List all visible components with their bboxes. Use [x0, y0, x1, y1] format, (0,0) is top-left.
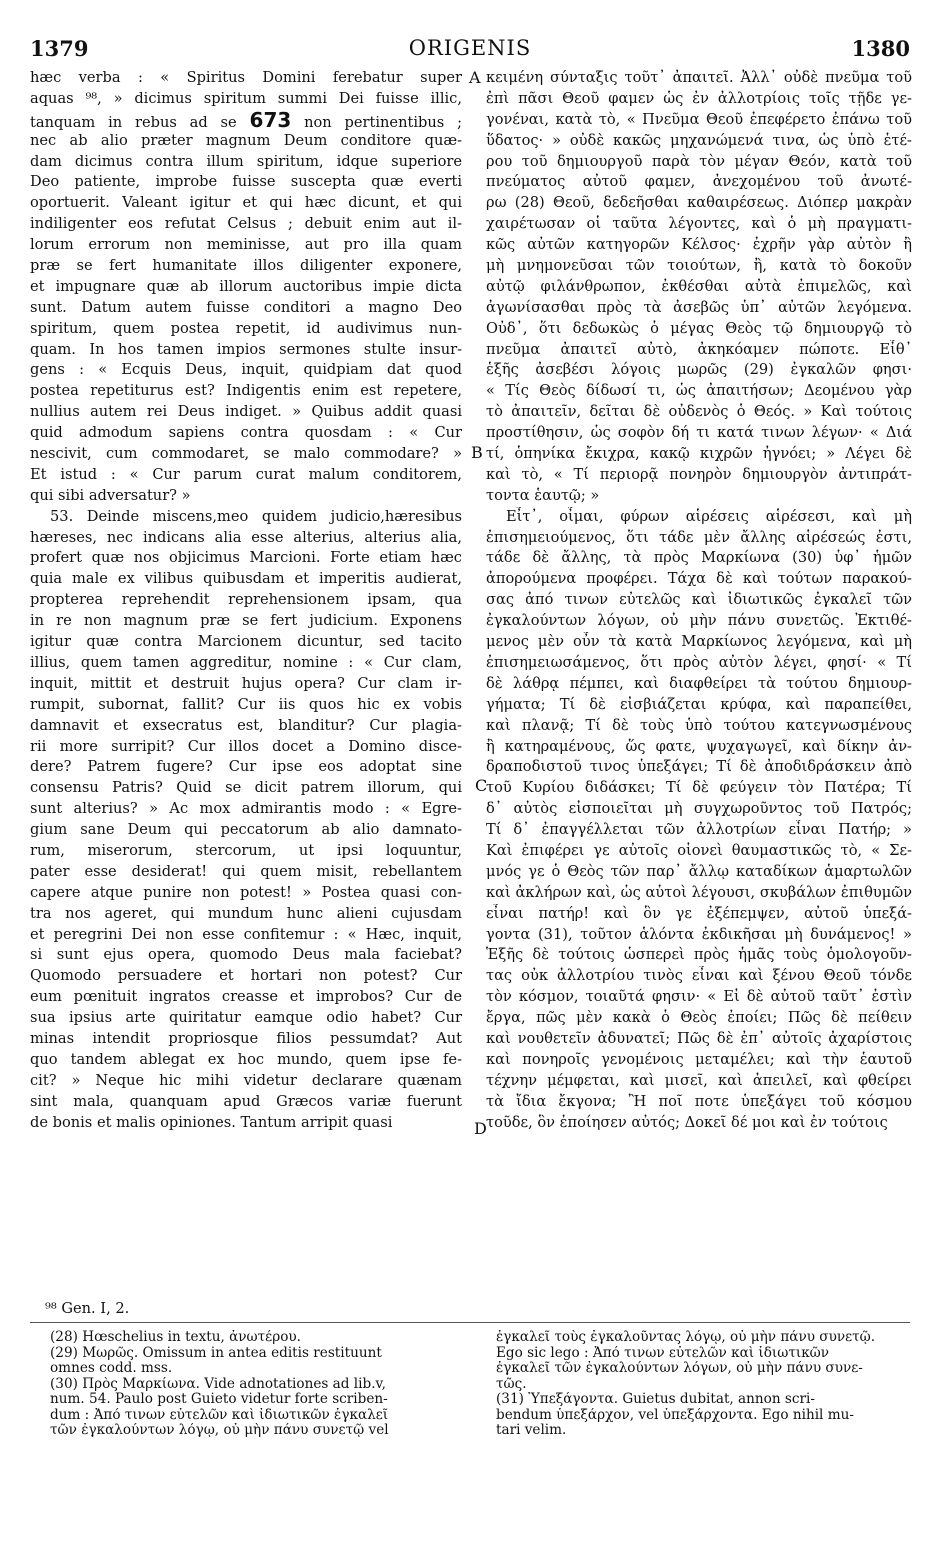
text-line: qui sibi adversatur? » — [30, 486, 191, 504]
text-line: τάδε δὲ ἄλλης, τὰ πρὸς Μαρκίωνα (30) ὑφ᾽ ἡμῶν — [486, 549, 912, 567]
footnote-line: Ego sic lego : Ἀπό τινων εὐτελῶν καὶ ἰδιωτικῶν — [496, 1345, 830, 1361]
text-line: quid admodum sapiens contra quosdam : « Cur — [30, 424, 462, 442]
text-line: γήματα; Τί δὲ εἰσβιάζεται κρύφα, καὶ παραπείθει, — [486, 695, 912, 713]
text-line: Et istud : « Cur parum curat malum conditorem, — [30, 465, 462, 483]
text-line: et peregrini Dei non esse confitemur : « Hæc, inquit, — [30, 925, 462, 943]
text-line: γοντα (31), τοῦτον ἁλόντα ἐκδικῆσαι μὴ δυνάμενος! » — [486, 925, 912, 943]
text-line: τοντα ἑαυτῷ; » — [486, 486, 600, 504]
text-line: minas intendit propriosque filios pessumdat? Aut — [30, 1029, 462, 1047]
footnote-line: (30) Πρὸς Μαρκίωνα. Vide adnotationes ad lib.v, — [50, 1376, 386, 1392]
page-number-left: 1379 — [30, 36, 89, 61]
text-line: postea repetiturus est? Indigentis enim est repetere, — [30, 382, 462, 400]
text-line: consensu Patris? Quid se dicit patrem illorum, qui — [30, 779, 462, 797]
text-line: cit? » Neque hic mihi videtur declarare quænam — [30, 1071, 462, 1089]
text-line: rii more surripit? Cur illos docet a Domino disce- — [30, 737, 462, 755]
text-line: γονέναι, κατὰ τὸ, « Πνεῦμα Θεοῦ ἐπεφέρετο ἐπάνω τοῦ — [486, 110, 912, 128]
text-line: propterea reprehendit reprehensionem ipsam, qua — [30, 591, 462, 609]
text-line: χαιρέτωσαν οἱ ταῦτα λέγοντες, καὶ ὁ μὴ πραγματι- — [486, 215, 912, 233]
text-line: τί, ὁπηνίκα ἔκιχρα, κακῷ κιχρῶν ἠγνόει; » Λέγει δὲ — [486, 445, 912, 463]
text-line: tra nos ageret, qui mundum hunc alieni cujusdam — [30, 904, 462, 922]
footnote-line: τῶν ἐγκαλούντων λόγῳ, οὐ μὴν πάνυ συνετῷ vel — [50, 1423, 389, 1438]
text-line: τὰ ἴδια ἔκγονα; Ἢ ποῖ ποτε ὑπεξάγει τοῦ κόσμου — [486, 1092, 912, 1110]
text-line: εἶναι πατήρ! καὶ ὃν γε ἐξέπεμψεν, αὐτοῦ ὑπεξά- — [486, 904, 912, 922]
text-line: sua ipsius arte quiritatur eamque odio habet? Cur — [30, 1009, 462, 1027]
page-header — [30, 30, 910, 70]
section-marker: B — [471, 443, 483, 462]
text-line: quo tandem ablegat ex hoc mundo, quem ipse fe- — [30, 1050, 462, 1068]
text-line: μνός γε ὁ Θεὸς τῶν παρ᾽ ἄλλῳ καταδίκων ἁμαρτωλῶν — [486, 862, 912, 880]
text-line: « Τίς Θεὸς δίδωσί τι, ὡς ἀπαιτήσων; Δεομένου γὰρ — [486, 382, 912, 400]
text-line: tanquam in rebus ad se 673 non pertinentibus ; — [30, 109, 462, 131]
notes-right-column — [496, 1330, 912, 1439]
section-marker: D — [474, 1119, 487, 1138]
running-title: ORIGENIS — [408, 36, 532, 60]
footnote-line: (28) Hœschelius in textu, ἀνωτέρου. — [50, 1330, 301, 1345]
footnote-line: (29) Μωρῶς. Omissum in antea editis restituunt — [50, 1345, 382, 1361]
footnote-line: tari velim. — [496, 1423, 567, 1438]
text-line: προστίθησιν, ὡς σοφὸν δή τι κατά τινων λέγων· « Διά — [486, 424, 912, 442]
text-line: capere atque punire non potest! » Postea quasi con- — [30, 883, 462, 901]
text-line: sunt. Datum autem fuisse conditori a magno Deo — [30, 298, 462, 316]
text-line: gens : « Ecquis Deus, inquit, quidpiam dat quod — [30, 361, 462, 379]
text-line: τοῦ Κυρίου διδάσκει; Τί δὲ φεύγειν τὸν Πατέρα; Τί — [486, 779, 912, 797]
latin-column — [30, 68, 462, 1133]
text-line: σας ἀπό τινων εὐτελῶς καὶ ἰδιωτικῶς ἐγκαλεῖ τῶν — [486, 591, 912, 609]
text-line: πνεύματος αὐτοῦ φαμεν, ἀνεχομένου τοῦ ἀνωτέ- — [486, 173, 912, 191]
text-line: ἐπισημειούμενος, ὅτι τάδε μὲν ἄλλης αἱρέσεώς ἐστι, — [486, 528, 912, 546]
footnote-line: ἐγκαλεῖ τοὺς ἐγκαλοῦντας λόγῳ, οὐ μὴν πάνυ συνετῷ. — [496, 1330, 876, 1345]
text-line: hæreses, nec indicans alia esse alterius, alterius alia, — [30, 528, 462, 546]
text-line: quia male ex vilibus quibusdam et imperitis audierat, — [30, 570, 462, 588]
footnote-line: bendum ὑπεξάρχον, vel ὑπεξάρχοντα. Ego nihil mu- — [496, 1407, 854, 1423]
text-line: hæc verba : « Spiritus Domini ferebatur super — [30, 69, 462, 86]
text-line: δραποδιστοῦ τινος ὑπεξάγει; Τί δὲ ἀποδιδράσκειν ἀπὸ — [486, 758, 912, 776]
text-line: ἢ κατηραμένους, ὥς φατε, ψυχαγωγεῖ, καὶ δίκην ἀν- — [486, 737, 912, 755]
text-line: Εἶτ᾽, οἶμαι, φύρων αἱρέσεις αἱρέσεσι, καὶ μὴ — [506, 507, 912, 525]
text-line: κῶς αὐτῶν κατηγορῶν Κέλσος· ἐχρῆν γὰρ αὐτὸν ἢ — [486, 236, 912, 254]
notes-left-column — [50, 1330, 470, 1439]
text-line: dere? Patrem fugere? Cur ipse eos adoptat sine — [30, 758, 462, 776]
text-line: sunt alterius? » Ac mox admirantis modo : « Egre- — [30, 800, 462, 818]
text-line: profert quæ nos objicimus Marcioni. Forte etiam hæc — [30, 549, 462, 567]
text-line: ὕδατος· » οὐδὲ κακῶς μηχανώμενά τινα, ὡς ὑπὸ ἑτέ- — [486, 131, 912, 149]
text-line: illius, quem tamen aggreditur, nomine : « Cur clam, — [30, 653, 462, 671]
text-line: ἐπὶ πᾶσι Θεοῦ φαμεν ὡς ἐν ἀλλοτρίοις τοῖς τῇδε γε- — [486, 89, 912, 107]
text-line: καὶ ἀκλήρων καὶ, ὡς αὐτοὶ λέγουσι, σκυβάλων ἐπιθυμῶν — [486, 883, 912, 901]
text-line: lorum errorum non meminisse, aut pro illa quam — [30, 236, 462, 254]
text-line: ρω (28) Θεοῦ, δεδεῆσθαι καθαιρέσεως. Διόπερ μακρὰν — [486, 194, 912, 212]
text-line: inquit, mittit et destruit hujus opera? Cur clam ir- — [30, 674, 462, 692]
text-line: si sunt ejus opera, quomodo Deus mala faciebat? — [30, 946, 462, 964]
text-line: αὐτῷ φιλάνθρωπον, ἐκθέσθαι αὐτὰ ἐπιμελῶς, καὶ — [486, 277, 912, 295]
text-line: præ se fert humanitate illos diligenter exponere, — [30, 257, 462, 275]
footnote-line: (31) Ὑπεξάγοντα. Guietus dubitat, annon scri- — [496, 1392, 815, 1407]
footnote-line: τῶς. — [496, 1376, 527, 1392]
column-number: 673 — [249, 109, 292, 131]
text-line: ἀπορούμενα προφέρει. Τάχα δὲ καὶ τούτων παρακού- — [486, 570, 912, 588]
text-line: τοῦδε, ὃν ἐποίησεν αὐτός; Δοκεῖ δέ μοι καὶ ἐν τούτοις — [486, 1113, 888, 1131]
text-line: Deo patiente, improbe fuisse suscepta quæ everti — [30, 173, 462, 191]
text-line: ἑξῆς ἀσεβέσι λόγοις μωρῶς (29) ἐγκαλῶν φησι· — [486, 361, 912, 379]
text-line: δὲ λάθρᾳ πέμπει, καὶ διαφθείρει τὰ τούτου δημιουρ- — [486, 674, 912, 692]
text-line: pater esse desiderat! qui quem misit, rebellantem — [30, 862, 462, 880]
text-line: nescivit, cum commodaret, se malo commodare? » — [30, 445, 462, 463]
text-line: damnavit et exsecratus est, blanditur? Cur plagia- — [30, 716, 462, 734]
text-line: μενος μὲν οὖν τὰ κατὰ Μαρκίωνος λεγόμενα, καὶ μὴ — [486, 633, 912, 651]
text-line: nullius autem rei Deus indiget. » Quibus addit quasi — [30, 403, 462, 421]
text-line: in re non magnum præ se fert judicium. Exponens — [30, 612, 462, 630]
greek-column — [486, 68, 912, 1133]
text-line: πνεῦμα ἀπαιτεῖ αὐτὸ, ἀκηκόαμεν πώποτε. Εἶθ᾽ — [486, 340, 912, 358]
footnote-line: ἐγκαλεῖ τῶν ἐγκαλούντων λόγων, οὐ μὴν πάνυ συνε- — [496, 1361, 863, 1376]
page-number-right: 1380 — [851, 36, 910, 61]
text-line: Τί δ᾽ ἐπαγγέλλεται τῶν ἀλλοτρίων εἶναι Πατήρ; » — [486, 821, 912, 839]
text-line: ἀγωνίσασθαι πρὸς τὰ ἀσεβῶς ὑπ᾽ αὐτῶν λεγόμενα. — [486, 298, 912, 316]
section-marker: C — [475, 776, 488, 795]
text-line: aquas ⁹⁸, » dicimus spiritum summi Dei fuisse illic, — [30, 89, 462, 107]
text-line: igitur quæ contra Marcionem dicuntur, sed tacito — [30, 633, 462, 651]
text-line: τὸ ἀπαιτεῖν, δεῖται δὲ οὐδενὸς ὁ Θεός. » Καὶ τούτοις — [486, 403, 912, 421]
scripture-footnote: ⁹⁸ Gen. I, 2. — [45, 1300, 130, 1317]
section-marker: A — [469, 68, 481, 87]
footnote-line: omnes codd. mss. — [50, 1361, 173, 1376]
text-line: δ᾽ αὐτὸς εἰσποιεῖται μὴ συγχωροῦντος τοῦ Πατρός; — [486, 800, 912, 818]
footnote-line: dum : Ἀπό τινων εὐτελῶν καὶ ἰδιωτικῶν ἐγκαλεῖ — [50, 1407, 389, 1423]
text-line: ἐγκαλούντων λόγων, οὐ μὴν πάνυ συνετῶς. Ἐκτιθέ- — [486, 612, 912, 630]
footnote-separator — [30, 1322, 910, 1323]
text-line: καὶ νουθετεῖν ἀδυνατεῖ; Πῶς δὲ ἐπ᾽ αὐτοῖς ἀχαρίστοις — [486, 1029, 912, 1047]
text-line: Ἑξῆς δὲ τούτοις ὡσπερεὶ πρὸς ἡμᾶς τοὺς ὁμολογοῦν- — [486, 946, 912, 964]
text-line: oportuerit. Valeant igitur et qui hæc dicunt, et qui — [30, 194, 462, 212]
text-line: τέχνην μέμφεται, καὶ μισεῖ, καὶ ἀπειλεῖ, καὶ φθείρει — [486, 1071, 912, 1089]
text-line: μὴ μνημονεῦσαι τῶν τοιούτων, ἢ, κατὰ τὸ δοκοῦν — [486, 257, 912, 275]
text-line: Quomodo persuadere et hortari non potest? Cur — [30, 967, 462, 985]
text-line: indiligenter eos refutat Celsus ; debuit enim aut il- — [30, 215, 462, 233]
text-line: καὶ τὸ, « Τί περιορᾷ πονηρὸν δημιουργὸν ἀντιπράτ- — [486, 465, 912, 483]
text-line: ἐπισημειωσάμενος, ὅτι πρὸς αὐτὸν λέγει, φησί· « Τί — [486, 653, 912, 671]
text-line: rum, miserorum, stercorum, ut ipsi loquuntur, — [30, 841, 462, 859]
text-line: de bonis et malis opiniones. Tantum arripit quasi — [30, 1113, 393, 1131]
text-line: ρου τοῦ δημιουργοῦ παρὰ τὸν μέγαν Θεόν, κατὰ τοῦ — [486, 152, 912, 170]
text-line: gium sane Deum qui peccatorum ab alio damnato- — [30, 821, 462, 839]
text-line: dam dicimus contra illum spiritum, idque superiore — [30, 152, 462, 170]
footnote-line: num. 54. Paulo post Guieto videtur forte scriben- — [50, 1392, 388, 1407]
text-line: spiritum, quem postea repetit, id audivimus nun- — [30, 319, 462, 337]
text-line: quam. In hos tamen impios sermones stulte insur- — [30, 340, 462, 358]
text-line: καὶ πονηροῖς γενομένοις μεταμέλει; καὶ τὴν ἑαυτοῦ — [486, 1050, 912, 1068]
text-line: eum pœnituit ingratos creasse et improbos? Cur de — [30, 988, 462, 1006]
text-line: Καὶ ἐπιφέρει γε αὐτοῖς οἱονεὶ θαυμαστικῶς τὸ, « Σε- — [486, 841, 912, 859]
text-line: rumpit, subornat, fallit? Cur iis quos hic ex vobis — [30, 695, 462, 713]
text-line: κειμένη σύνταξις τοῦτ᾽ ἀπαιτεῖ. Ἀλλ᾽ οὐδὲ πνεῦμα τοῦ — [486, 69, 912, 86]
text-line: Οὐδ᾽, ὅτι δεδωκὼς ὁ μέγας Θεὸς τῷ δημιουργῷ τὸ — [486, 319, 912, 337]
text-line: sint mala, quanquam apud Græcos variæ fuerunt — [30, 1092, 462, 1110]
text-line: τας οὐκ ἀλλοτρίου τινὸς εἶναι καὶ ξένου Θεοῦ τόνδε — [486, 967, 912, 985]
text-line: nec ab alio præter magnum Deum conditore quæ- — [30, 131, 462, 149]
text-line: et impugnare quæ ab illorum auctoribus impie dicta — [30, 277, 462, 295]
text-line: καὶ πλανᾷ; Τί δὲ τοὺς ὑπὸ τούτου κατεγνωσμένους — [486, 716, 912, 734]
text-line: τὸν κόσμον, τοιαῦτά φησιν· « Εἰ δὲ αὐτοῦ ταῦτ᾽ ἐστὶν — [486, 988, 912, 1006]
text-line: 53. Deinde miscens,meo quidem judicio,hæresibus — [50, 507, 462, 525]
text-line: ἔργα, πῶς μὲν κακὰ ὁ Θεὸς ἐποίει; Πῶς δὲ πείθειν — [486, 1009, 912, 1027]
